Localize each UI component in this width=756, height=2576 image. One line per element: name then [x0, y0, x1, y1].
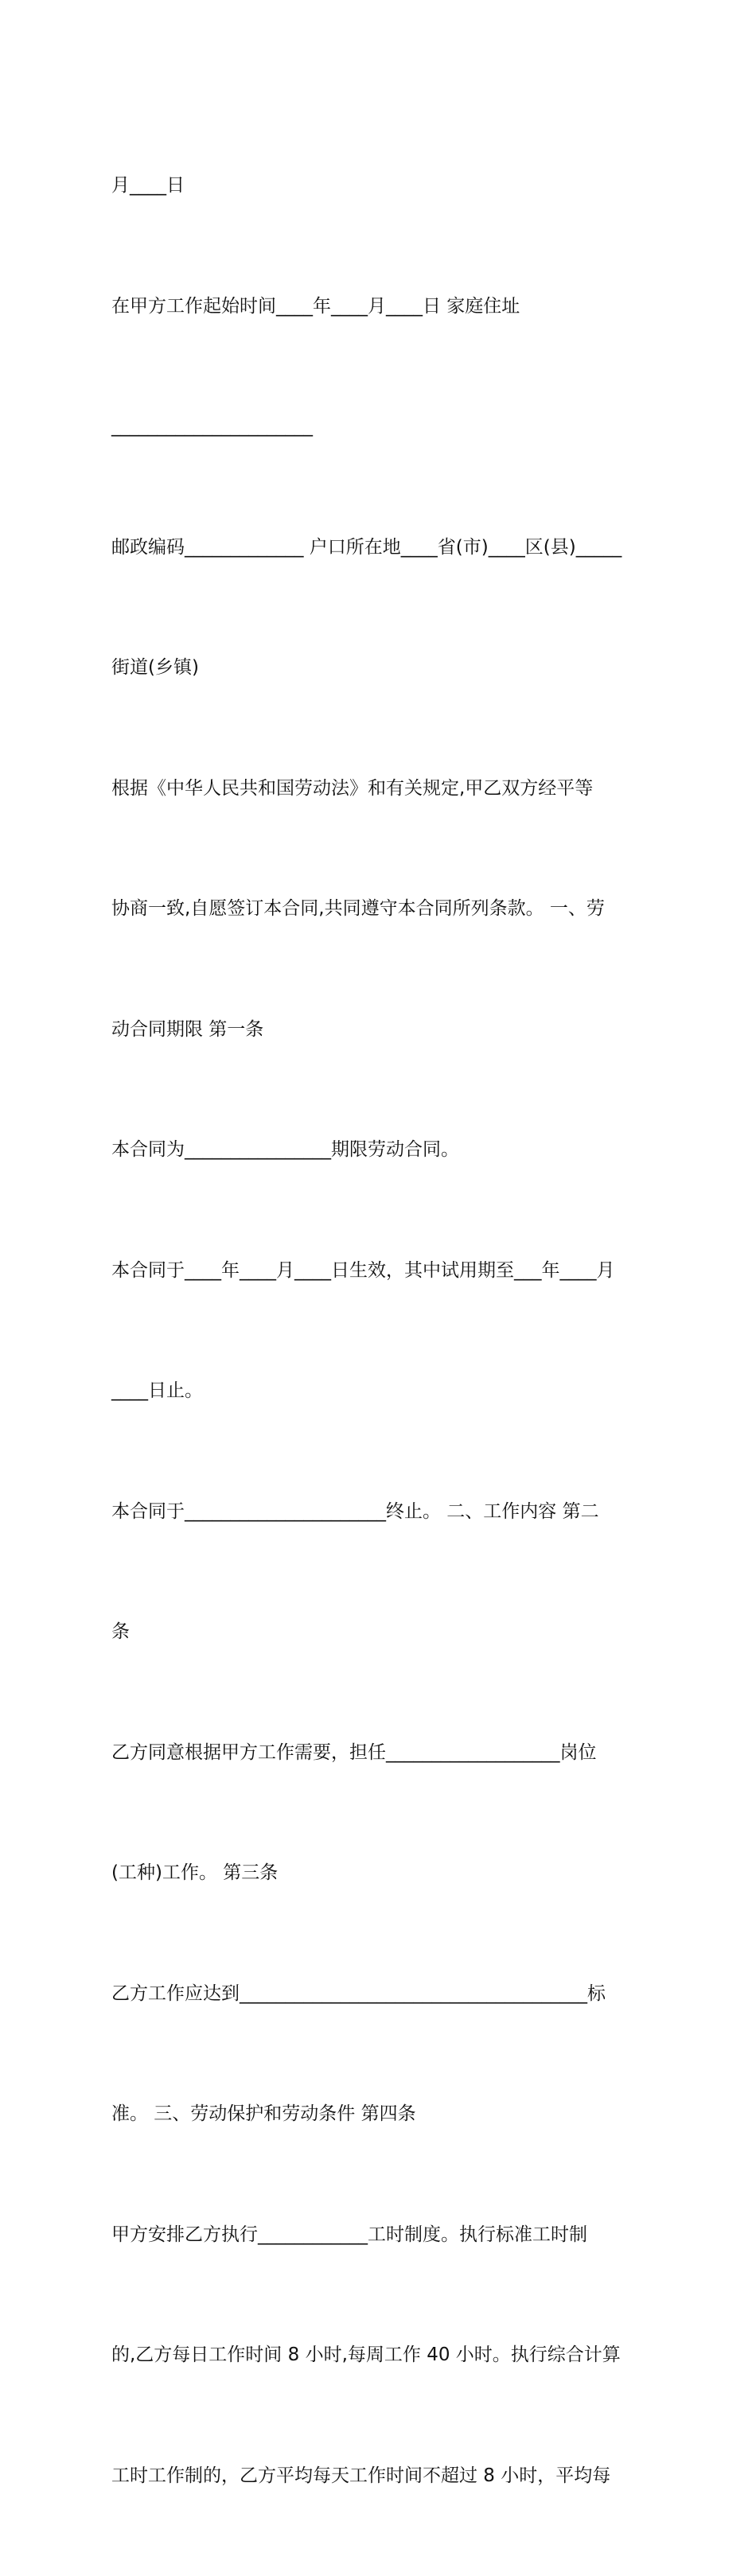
text-line: 条 — [111, 1621, 130, 1642]
text-line: 乙方工作应达到______________________________________标 — [111, 1983, 606, 2004]
text-line: 的,乙方每日工作时间 8 小时,每周工作 40 小时。执行综合计算 — [111, 2344, 621, 2365]
text-line: 动合同期限 第一条 — [111, 1018, 264, 1040]
text-line: 本合同于______________________终止。 二、工作内容 第二 — [111, 1500, 599, 1522]
text-line: 本合同为________________期限劳动合同。 — [111, 1139, 459, 1160]
text-line: 乙方同意根据甲方工作需要，担任___________________岗位 — [111, 1741, 597, 1763]
text-line: 在甲方工作起始时间____年____月____日 家庭住址 — [111, 295, 520, 317]
text-line: ______________________ — [111, 416, 313, 437]
text-line: (工种)工作。 第三条 — [111, 1862, 279, 1883]
text-line: 街道(乡镇) — [111, 657, 199, 678]
text-line: 准。 三、劳动保护和劳动条件 第四条 — [111, 2103, 416, 2124]
text-line: 甲方安排乙方执行____________工时制度。执行标准工时制 — [111, 2224, 587, 2245]
document-body — [111, 85, 653, 2576]
text-line: 月____日 — [111, 175, 185, 196]
text-line: 工时工作制的，乙方平均每天工作时间不超过 8 小时，平均每 — [111, 2465, 611, 2486]
text-line: 根据《中华人民共和国劳动法》和有关规定,甲乙双方经平等 — [111, 777, 594, 799]
text-line: ____日止。 — [111, 1380, 203, 1401]
text-line: 协商一致,自愿签订本合同,共同遵守本合同所列条款。 一、劳 — [111, 898, 605, 919]
text-line: 本合同于____年____月____日生效，其中试用期至___年____月 — [111, 1259, 615, 1281]
text-line: 邮政编码_____________ 户口所在地____省(市)____区(县)_____ — [111, 536, 622, 558]
